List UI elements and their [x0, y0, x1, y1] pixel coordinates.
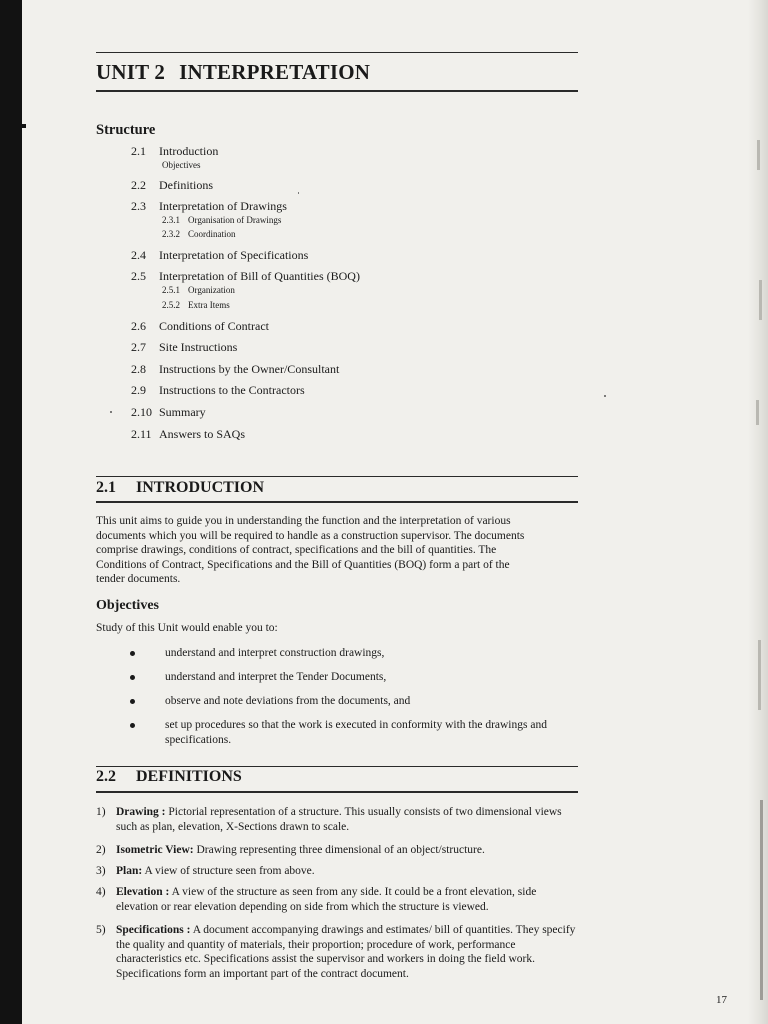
- definition-text: A document accompanying drawings and estimates/ bill of quantities. They specify the quality and quantity of materials, their proportion; procedure of work, performance characteristics etc. Specifications assist the supervisor and workers in doing the field work. Specifications form an important part of the contract document.: [116, 924, 576, 980]
- toc-subitem-number: 2.5.2: [162, 300, 180, 310]
- objectives-intro: Study of this Unit would enable you to:: [96, 622, 278, 634]
- definition-text: A view of the structure as seen from any side. It could be a front elevation, side elevation or rear elevation depending on side from which the structure is viewed.: [116, 886, 537, 913]
- objective-text: observe and note deviations from the documents, and: [165, 695, 411, 707]
- bullet-icon: [130, 675, 135, 680]
- definition-term: Elevation :: [116, 886, 170, 898]
- section-title: INTRODUCTION: [136, 479, 265, 496]
- definition-item: [96, 923, 576, 981]
- unit-number: UNIT 2: [96, 60, 166, 84]
- toc-item-number: 2.3: [131, 199, 146, 213]
- section-number: 2.2: [96, 768, 116, 785]
- definition-text: Drawing representing three dimensional of an object/structure.: [196, 844, 485, 856]
- toc-subitem-title: Objectives: [162, 160, 201, 170]
- unit-name: INTERPRETATION: [179, 60, 371, 84]
- scan-speck: [604, 395, 606, 397]
- toc-item-number: 2.1: [131, 144, 146, 158]
- definition-number: 5): [96, 924, 106, 936]
- objective-text: set up procedures so that the work is executed in conformity with the drawings and specifications.: [165, 719, 547, 746]
- toc-subitem[interactable]: [162, 285, 235, 295]
- toc-item-title: Interpretation of Drawings: [159, 199, 287, 213]
- objectives-heading: Objectives: [96, 598, 159, 613]
- toc-subitem-title: Extra Items: [188, 300, 230, 310]
- page-number: 17: [716, 994, 727, 1006]
- paragraph-line: This unit aims to guide you in understanding the function and the interpretation of various: [96, 515, 511, 527]
- objective-item: [130, 646, 570, 661]
- definitions-rule-top: [96, 766, 578, 767]
- toc-item-title: Interpretation of Bill of Quantities (BOQ): [159, 269, 360, 283]
- definition-number: 2): [96, 844, 106, 856]
- paragraph-line: tender documents.: [96, 573, 181, 585]
- toc-item[interactable]: [131, 383, 305, 398]
- bullet-icon: [130, 699, 135, 704]
- paragraph-line: documents which you will be required to handle as a construction supervisor. The documents: [96, 529, 525, 542]
- toc-subitem[interactable]: [162, 215, 281, 225]
- definitions-rule-bottom: [96, 791, 578, 793]
- toc-item-number: 2.5: [131, 269, 146, 283]
- toc-item[interactable]: [131, 319, 269, 334]
- toc-item-number: 2.6: [131, 319, 146, 333]
- definition-text: Pictorial representation of a structure. This usually consists of two dimensional views such as plan, elevation, X-Sections drawn to scale.: [116, 806, 562, 833]
- definition-item: [96, 805, 576, 834]
- definition-text: A view of structure seen from above.: [144, 865, 315, 877]
- toc-item[interactable]: [131, 199, 287, 214]
- introduction-heading: [96, 479, 264, 497]
- toc-subitem-title: Organization: [188, 285, 235, 295]
- toc-subitem-title: Organisation of Drawings: [188, 215, 282, 225]
- toc-item[interactable]: [131, 248, 308, 263]
- definition-item: [96, 843, 576, 858]
- objective-text: understand and interpret construction drawings,: [165, 647, 385, 659]
- objective-item: [130, 670, 570, 685]
- toc-subitem[interactable]: [162, 229, 236, 239]
- toc-item-number: 2.7: [131, 340, 146, 354]
- toc-item[interactable]: [131, 427, 245, 442]
- toc-item-title: Introduction: [159, 144, 219, 158]
- definitions-heading: [96, 768, 242, 786]
- scan-speck: [110, 411, 112, 413]
- objective-item: [130, 718, 570, 747]
- definition-number: 3): [96, 865, 106, 877]
- scan-speck: [298, 192, 299, 194]
- title-rule-bottom: [96, 90, 578, 92]
- intro-rule-bottom: [96, 501, 578, 503]
- objective-item: [130, 694, 570, 709]
- definition-item: [96, 885, 576, 914]
- toc-item[interactable]: [131, 405, 206, 420]
- section-number: 2.1: [96, 479, 116, 496]
- toc-subitem[interactable]: [162, 300, 230, 310]
- definition-number: 4): [96, 886, 106, 898]
- bullet-icon: [130, 651, 135, 656]
- paragraph-line: Conditions of Contract, Specifications and the Bill of Quantities (BOQ) form a part of the: [96, 558, 510, 571]
- toc-item-title: Instructions by the Owner/Consultant: [159, 362, 340, 376]
- toc-item[interactable]: [131, 269, 360, 284]
- toc-item-number: 2.2: [131, 178, 146, 192]
- intro-rule-top: [96, 476, 578, 477]
- toc-item[interactable]: [131, 178, 213, 193]
- toc-subitem-title: Coordination: [188, 229, 236, 239]
- definition-number: 1): [96, 806, 106, 818]
- paragraph-line: comprise drawings, conditions of contract, specifications and the bill of quantities. The: [96, 544, 497, 556]
- structure-heading: Structure: [96, 122, 156, 138]
- toc-item[interactable]: [131, 362, 339, 377]
- page-edge-shadow: [748, 0, 768, 1024]
- toc-item-title: Site Instructions: [159, 340, 238, 354]
- toc-item-title: Interpretation of Specifications: [159, 248, 309, 262]
- toc-item-number: 2.8: [131, 362, 146, 376]
- objective-text: understand and interpret the Tender Documents,: [165, 671, 387, 683]
- toc-item-title: Summary: [159, 405, 206, 419]
- definition-item: [96, 864, 576, 879]
- toc-item-title: Definitions: [159, 178, 213, 192]
- toc-item-title: Answers to SAQs: [159, 427, 246, 441]
- definition-term: Specifications :: [116, 924, 191, 936]
- toc-item-title: Conditions of Contract: [159, 319, 269, 333]
- toc-subitem-number: 2.5.1: [162, 285, 180, 295]
- toc-item[interactable]: [131, 340, 237, 355]
- toc-item-number: 2.11: [131, 427, 152, 441]
- definition-term: Isometric View:: [116, 844, 194, 856]
- title-rule-top: [96, 52, 578, 53]
- unit-title: [96, 60, 370, 85]
- toc-item-number: 2.4: [131, 248, 146, 262]
- toc-subitem[interactable]: [162, 160, 201, 170]
- definition-term: Plan:: [116, 865, 143, 877]
- toc-item-number: 2.9: [131, 383, 146, 397]
- section-title: DEFINITIONS: [136, 768, 242, 785]
- toc-item-title: Instructions to the Contractors: [159, 383, 305, 397]
- binding-notch: [20, 124, 26, 128]
- toc-subitem-number: 2.3.2: [162, 229, 180, 239]
- toc-item-number: 2.10: [131, 405, 152, 419]
- definition-term: Drawing :: [116, 806, 166, 818]
- introduction-paragraph: [96, 514, 576, 587]
- toc-subitem-number: 2.3.1: [162, 215, 180, 225]
- toc-item[interactable]: [131, 144, 218, 159]
- bullet-icon: [130, 723, 135, 728]
- binding-edge: [0, 0, 22, 1024]
